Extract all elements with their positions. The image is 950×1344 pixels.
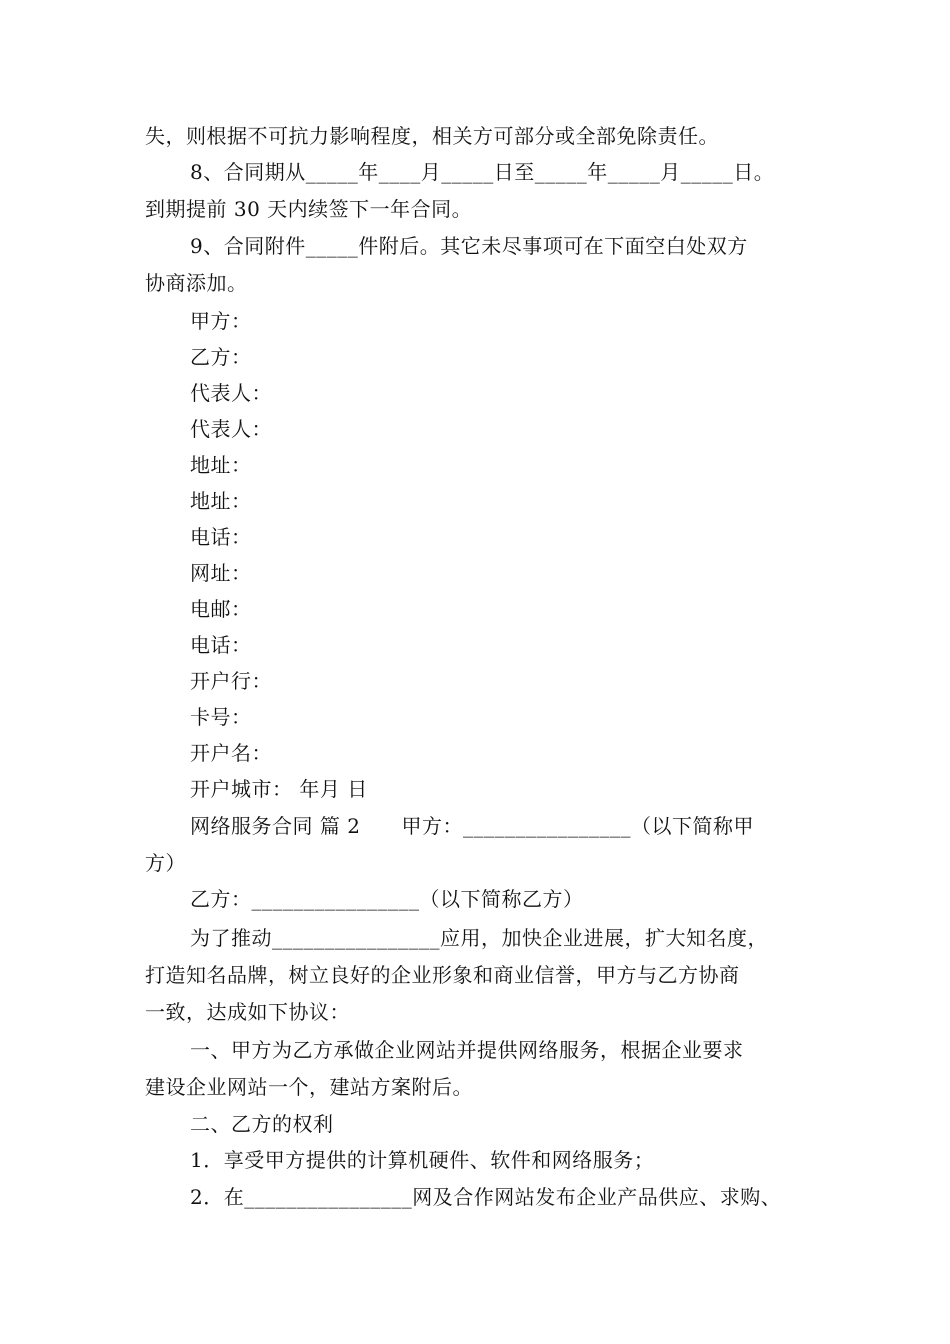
label-line: 开户城市： 年月 日: [190, 777, 368, 801]
label-line: 代表人：: [190, 417, 272, 441]
text-line: 8、合同期从_____年____月_____日至_____年_____月_____日。: [190, 160, 775, 184]
label-line: 电话：: [190, 525, 252, 549]
label-line: 开户名：: [190, 741, 272, 765]
text-line: 到期提前 30 天内续签下一年合同。: [145, 197, 473, 221]
text-line: 协商添加。: [145, 271, 248, 295]
label-line: 开户行：: [190, 669, 272, 693]
text-line: 一、甲方为乙方承做企业网站并提供网络服务，根据企业要求: [190, 1038, 744, 1062]
text-line: 方）: [145, 851, 186, 875]
text-line: 失，则根据不可抗力影响程度，相关方可部分或全部免除责任。: [145, 124, 719, 148]
text-line: 2．在________________网及合作网站发布企业产品供应、求购、: [190, 1185, 782, 1209]
text-line: 9、合同附件_____件附后。其它未尽事项可在下面空白处双方: [190, 234, 748, 258]
text-line: 一致，达成如下协议：: [145, 1000, 350, 1024]
label-line: 地址：: [190, 489, 252, 513]
label-line: 电话：: [190, 633, 252, 657]
label-line: 网址：: [190, 561, 252, 585]
text-line: 1．享受甲方提供的计算机硬件、软件和网络服务；: [190, 1148, 655, 1172]
text-line: 为了推动________________应用，加快企业进展，扩大知名度，: [190, 926, 768, 950]
text-line: 建设企业网站一个，建站方案附后。: [145, 1075, 473, 1099]
text-line: 打造知名品牌，树立良好的企业形象和商业信誉，甲方与乙方协商: [145, 963, 740, 987]
label-line: 电邮：: [190, 597, 252, 621]
label-line: 卡号：: [190, 705, 252, 729]
label-line: 甲方：: [190, 309, 252, 333]
label-line: 地址：: [190, 453, 252, 477]
text-line: 二、乙方的权利: [190, 1112, 334, 1136]
section-heading-line: 网络服务合同 篇 2 甲方：________________（以下简称甲: [190, 814, 754, 838]
label-line: 代表人：: [190, 381, 272, 405]
text-line: 乙方：________________（以下简称乙方）: [190, 887, 584, 911]
label-line: 乙方：: [190, 345, 252, 369]
